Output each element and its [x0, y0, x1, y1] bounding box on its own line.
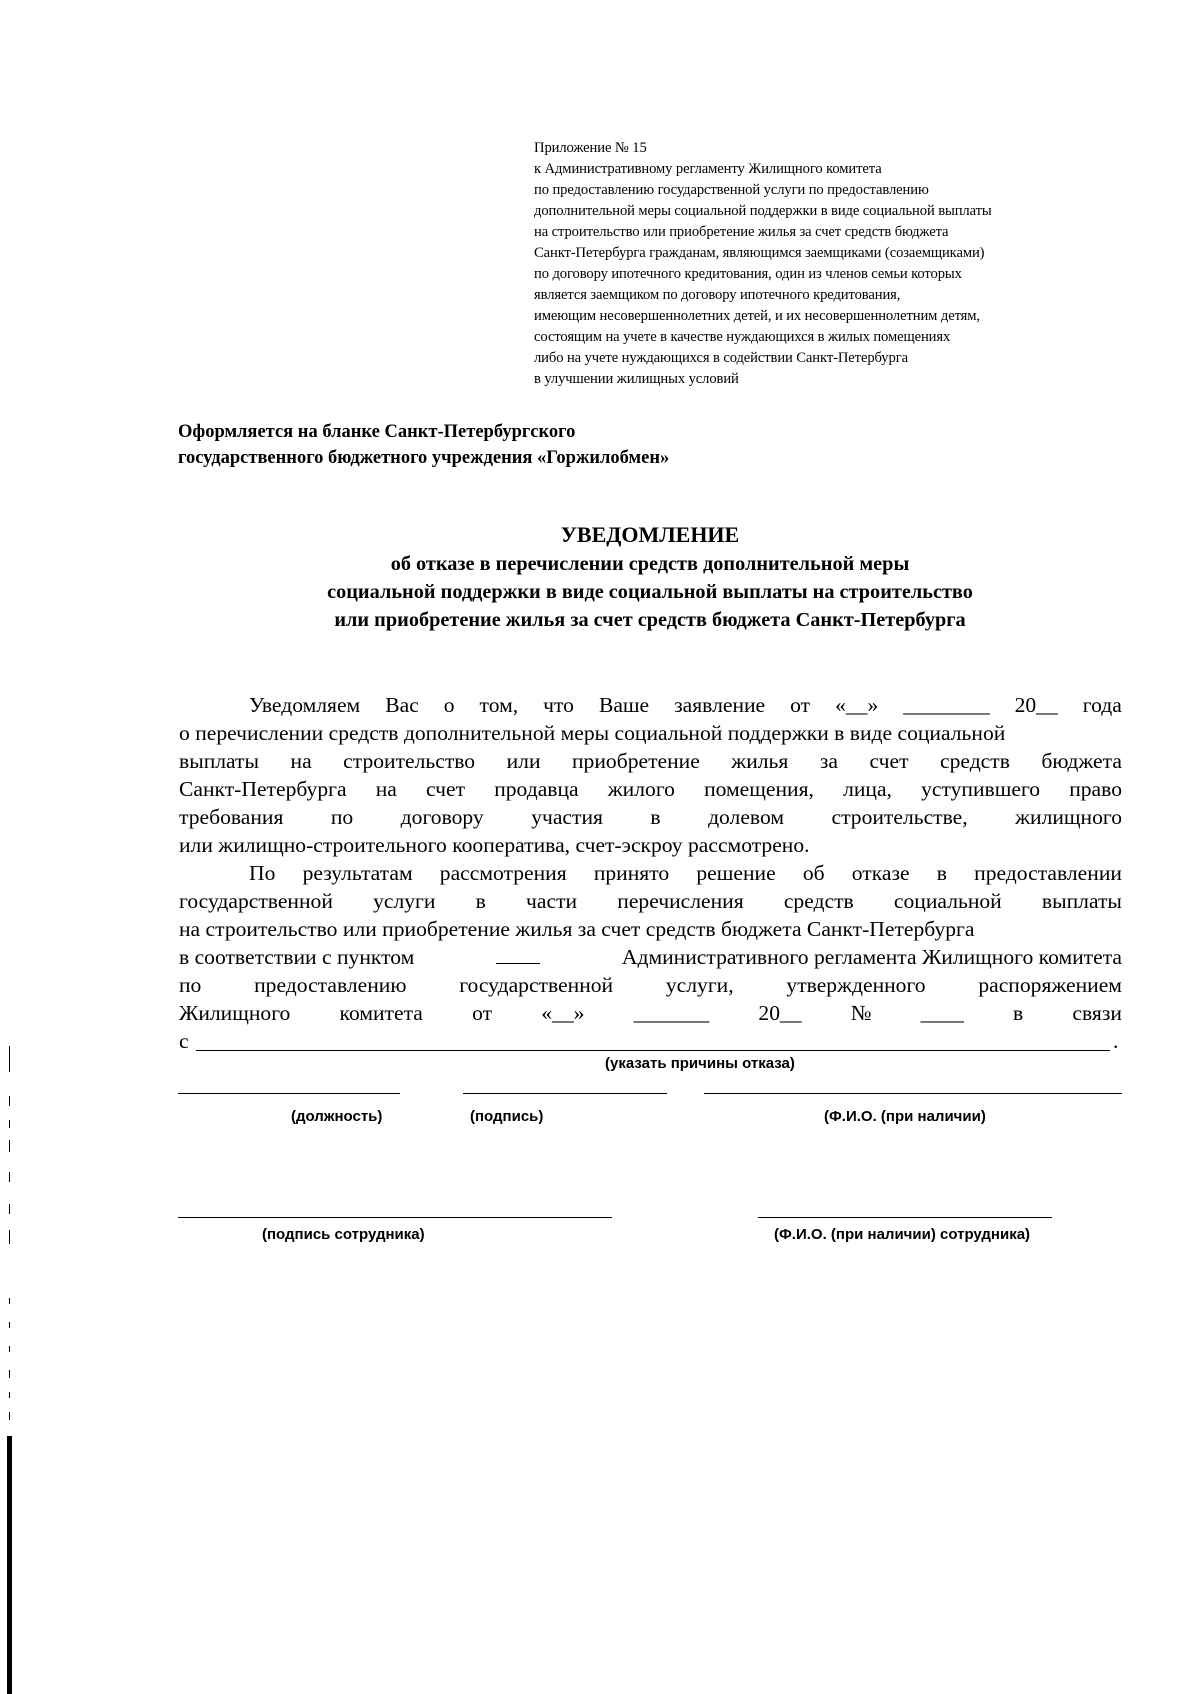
- para2-line-7-start: с: [179, 1029, 189, 1053]
- title-main: УВЕДОМЛЕНИЕ: [560, 522, 740, 547]
- word: услуги,: [665, 973, 734, 997]
- word: результатам: [302, 861, 413, 885]
- para1-line-1: [249, 691, 1122, 719]
- point-number-blank: [496, 943, 540, 964]
- word: средств: [783, 889, 854, 913]
- appendix-line: имеющим несовершеннолетних детей, и их несовершеннолетним детям,: [534, 308, 980, 324]
- word: ____: [920, 1001, 964, 1025]
- fio-line: [704, 1093, 1122, 1094]
- word: за: [819, 749, 838, 773]
- word: приобретение: [572, 749, 700, 773]
- scan-mark: [9, 1096, 10, 1106]
- word: утвержденного: [786, 973, 926, 997]
- word: уступившего: [921, 777, 1041, 801]
- scan-mark: [9, 1230, 10, 1244]
- para1-line-2: о перечислении средств дополнительной меры социальной поддержки в виде социальной: [179, 721, 1006, 745]
- reason-line: [196, 1050, 1110, 1051]
- title-sub-1: об отказе в перечислении средств дополнительной меры: [390, 553, 910, 575]
- word: строительство: [343, 749, 476, 773]
- blank-note-line-1: Оформляется на бланке Санкт-Петербургского: [178, 422, 576, 442]
- appendix-line: на строительство или приобретение жилья за счет средств бюджета: [534, 224, 949, 240]
- fio-caption: (Ф.И.О. (при наличии): [824, 1108, 986, 1125]
- reason-caption: (указать причины отказа): [605, 1055, 795, 1072]
- word: выплаты: [1041, 889, 1122, 913]
- appendix-block: [534, 138, 1154, 390]
- appendix-line: является заемщиком по договору ипотечного кредитования,: [534, 287, 901, 303]
- blank-note-line-2: государственного бюджетного учреждения «Горжилобмен»: [178, 448, 670, 468]
- word: средств: [940, 749, 1010, 773]
- word: выплаты: [179, 749, 260, 773]
- word: лица,: [843, 777, 892, 801]
- appendix-line: по договору ипотечного кредитования, один из членов семьи которых: [534, 266, 962, 282]
- appendix-line: к Административному регламенту Жилищного комитета: [534, 161, 882, 177]
- para1-line-6: или жилищно-строительного кооператива, счет-эскроу рассмотрено.: [179, 833, 810, 857]
- word: что: [543, 693, 574, 717]
- word: комитета: [339, 1001, 423, 1025]
- word: года: [1082, 693, 1122, 717]
- word: социальной: [893, 889, 1002, 913]
- word: перечисления: [617, 889, 744, 913]
- word: 20__: [758, 1001, 802, 1025]
- employee-signature-line: [178, 1217, 612, 1218]
- word: в: [936, 861, 947, 885]
- scan-mark: [9, 1392, 10, 1398]
- appendix-line: состоящим на учете в качестве нуждающихся в жилых помещениях: [534, 329, 951, 345]
- word: 20__: [1014, 693, 1058, 717]
- word: на: [290, 749, 312, 773]
- scan-mark: [9, 1140, 10, 1152]
- word: связи: [1072, 1001, 1122, 1025]
- word: Уведомляем: [249, 693, 361, 717]
- appendix-line: по предоставлению государственной услуги по предоставлению: [534, 182, 929, 198]
- word: по: [330, 805, 354, 829]
- word: части: [526, 889, 578, 913]
- word: жилья: [731, 749, 789, 773]
- word: Ваше: [598, 693, 650, 717]
- word: предоставлению: [254, 973, 407, 997]
- signature-caption: (подпись): [470, 1108, 544, 1125]
- word: решение: [696, 861, 776, 885]
- word: распоряжением: [978, 973, 1122, 997]
- scan-edge-bar: [7, 1436, 12, 1694]
- word: «__»: [541, 1001, 585, 1025]
- appendix-line: Санкт-Петербурга гражданам, являющимся заемщиками (созаемщиками): [534, 245, 985, 261]
- word: или: [506, 749, 541, 773]
- scan-mark: [9, 1346, 10, 1352]
- word: договору: [400, 805, 484, 829]
- title-sub-3: или приобретение жилья за счет средств бюджета Санкт-Петербурга: [334, 609, 966, 631]
- para2-line-4-start: в соответствии с пунктом: [179, 945, 415, 969]
- document-title: [150, 520, 1150, 634]
- position-line: [178, 1093, 400, 1094]
- word: счет: [426, 777, 466, 801]
- word: №: [850, 1001, 872, 1025]
- word: государственной: [179, 889, 333, 913]
- word: помещения,: [704, 777, 814, 801]
- word: том,: [479, 693, 519, 717]
- word: строительстве,: [831, 805, 968, 829]
- word: счет: [869, 749, 909, 773]
- word: об: [802, 861, 825, 885]
- title-sub-2: социальной поддержки в виде социальной выплаты на строительство: [327, 581, 973, 603]
- word: отказе: [851, 861, 910, 885]
- appendix-line: либо на учете нуждающихся в содействии Санкт-Петербурга: [534, 350, 908, 366]
- word: в: [475, 889, 486, 913]
- employee-fio-caption: (Ф.И.О. (при наличии) сотрудника): [774, 1226, 1031, 1243]
- scan-mark: [9, 1120, 10, 1128]
- para2-line-3: на строительство или приобретение жилья за счет средств бюджета Санкт-Петербурга: [179, 917, 975, 941]
- para2-line-5: [179, 971, 1122, 999]
- word: ________: [903, 693, 990, 717]
- word: от: [472, 1001, 493, 1025]
- appendix-line: Приложение № 15: [534, 140, 647, 156]
- word: бюджета: [1041, 749, 1122, 773]
- word: жилищного: [1015, 805, 1122, 829]
- word: на: [375, 777, 397, 801]
- word: принято: [593, 861, 670, 885]
- para2-line-7-end: .: [1113, 1029, 1119, 1053]
- word: жилого: [607, 777, 675, 801]
- scan-mark: [9, 1046, 10, 1072]
- word: услуги: [373, 889, 436, 913]
- para2-line-2: [179, 887, 1122, 915]
- word: в: [650, 805, 661, 829]
- word: предоставлении: [974, 861, 1122, 885]
- scan-mark: [9, 1322, 10, 1328]
- word: Жилищного: [179, 1001, 291, 1025]
- blank-note: [178, 419, 669, 471]
- word: участия: [531, 805, 603, 829]
- para2-line-4: [179, 943, 1122, 971]
- scan-mark: [9, 1412, 10, 1420]
- word: по: [179, 973, 202, 997]
- para2-line-1: [249, 859, 1122, 887]
- scan-mark: [9, 1204, 10, 1214]
- word: долевом: [708, 805, 785, 829]
- para1-line-4: [179, 775, 1122, 803]
- word: от: [790, 693, 811, 717]
- word: продавца: [494, 777, 579, 801]
- employee-signature-caption: (подпись сотрудника): [262, 1226, 425, 1243]
- appendix-line: в улучшении жилищных условий: [534, 371, 739, 387]
- signature-line: [463, 1093, 667, 1094]
- scan-mark: [9, 1370, 10, 1378]
- word: о: [443, 693, 455, 717]
- para1-line-5: [179, 803, 1122, 831]
- scan-mark: [9, 1172, 10, 1182]
- position-caption: (должность): [291, 1108, 383, 1125]
- word: государственной: [459, 973, 614, 997]
- word: Вас: [385, 693, 419, 717]
- word: право: [1069, 777, 1122, 801]
- para1-line-3: [179, 747, 1122, 775]
- word: _______: [633, 1001, 710, 1025]
- word: «__»: [835, 693, 879, 717]
- word: требования: [179, 805, 284, 829]
- word: в: [1012, 1001, 1024, 1025]
- employee-fio-line: [758, 1217, 1052, 1218]
- word: По: [249, 861, 276, 885]
- para2-line-6: [179, 999, 1122, 1027]
- word: Санкт-Петербурга: [179, 777, 347, 801]
- word: заявление: [674, 693, 766, 717]
- word: рассмотрения: [439, 861, 567, 885]
- scan-mark: [9, 1298, 10, 1304]
- appendix-line: дополнительной меры социальной поддержки в виде социальной выплаты: [534, 203, 992, 219]
- para2-line-4-end: Административного регламента Жилищного комитета: [621, 945, 1122, 969]
